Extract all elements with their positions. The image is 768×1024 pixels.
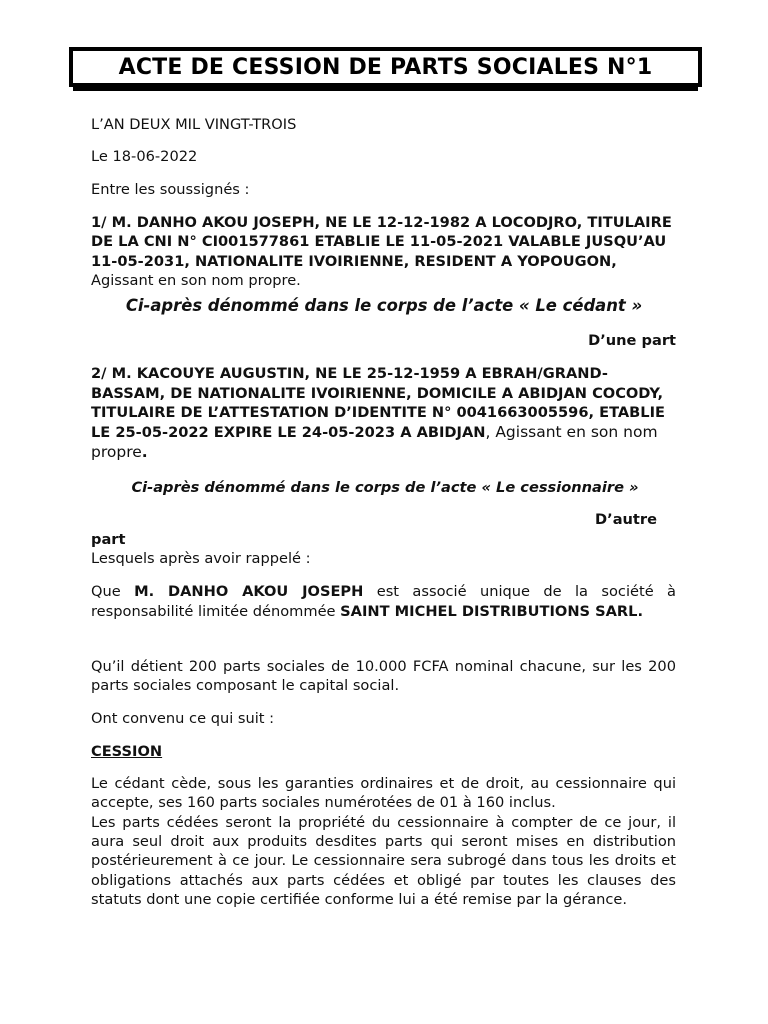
company-name: SAINT MICHEL DISTRIBUTIONS SARL.	[340, 603, 644, 620]
section-heading-cession: CESSION	[91, 743, 163, 760]
document-title: ACTE DE CESSION DE PARTS SOCIALES N°1	[118, 54, 653, 80]
party1-side: D’une part	[588, 332, 676, 349]
agreed-line: Ont convenu ce qui suit :	[91, 710, 275, 727]
party2-paragraph	[91, 364, 681, 463]
party2-identity: 2/ M. KACOUYE AUGUSTIN, NE LE 25-12-1959 A EBRAH/GRAND-BASSAM, DE NATIONALITE IVOIRIENNE, DOMICILE A ABIDJAN COCODY, TITULAIRE DE L’ATTESTATION D’IDENTITE N° 0041663005596, ETABLIE LE 25-05-2022 EXPIRE LE 24-05-2023 A ABIDJAN	[91, 365, 666, 442]
year-line: L’AN DEUX MIL VINGT-TROIS	[91, 116, 297, 133]
party2-side-second: part	[91, 531, 126, 548]
party1-paragraph	[91, 213, 681, 290]
party1-designation: Ci-après dénommé dans le corps de l’acte « Le cédant »	[125, 296, 643, 315]
party1-capacity: Agissant en son nom propre.	[91, 271, 301, 289]
party2-side-first: D’autre	[595, 511, 657, 528]
associate-middle: est associé unique de la société à responsabilité limitée dénommée	[91, 583, 677, 620]
party2-capacity: , Agissant en son nom propre	[91, 423, 658, 461]
associate-paragraph	[91, 582, 676, 622]
party2-designation: Ci-après dénommé dans le corps de l’acte « Le cessionnaire »	[131, 479, 639, 496]
title-box	[69, 47, 702, 87]
party2-end: .	[141, 442, 148, 461]
associate-name: M. DANHO AKOU JOSEPH	[134, 583, 364, 600]
shares-paragraph: Qu’il détient 200 parts sociales de 10.000 FCFA nominal chacune, sur les 200 parts sociales composant le capital social.	[91, 658, 676, 695]
recall-line: Lesquels après avoir rappelé :	[91, 550, 311, 567]
date-line: Le 18-06-2022	[91, 148, 198, 165]
cession-paragraph-2: Les parts cédées seront la propriété du cessionnaire à compter de ce jour, il aura seul droit aux produits desdites parts qui seront mises en distribution postérieurement à ce jour. Le cessionnaire sera subrogé dans tous les droits et obligations attachés aux parts cédées et obligé par toutes les clauses des statuts dont une copie certifiée conforme lui a été remise par la gérance.	[91, 814, 676, 908]
associate-prefix: Que	[91, 583, 135, 600]
between-line: Entre les soussignés :	[91, 181, 250, 198]
party1-identity: 1/ M. DANHO AKOU JOSEPH, NE LE 12-12-1982 A LOCODJRO, TITULAIRE DE LA CNI N° CI001577861 ETABLIE LE 11-05-2021 VALABLE JUSQU’AU 11-05-2031, NATIONALITE IVOIRIENNE, RESIDENT A YOPOUGON,	[91, 214, 672, 270]
cession-paragraph-1: Le cédant cède, sous les garanties ordinaires et de droit, au cessionnaire qui accepte, ses 160 parts sociales numérotées de 01 à 160 inclus.	[91, 775, 676, 812]
